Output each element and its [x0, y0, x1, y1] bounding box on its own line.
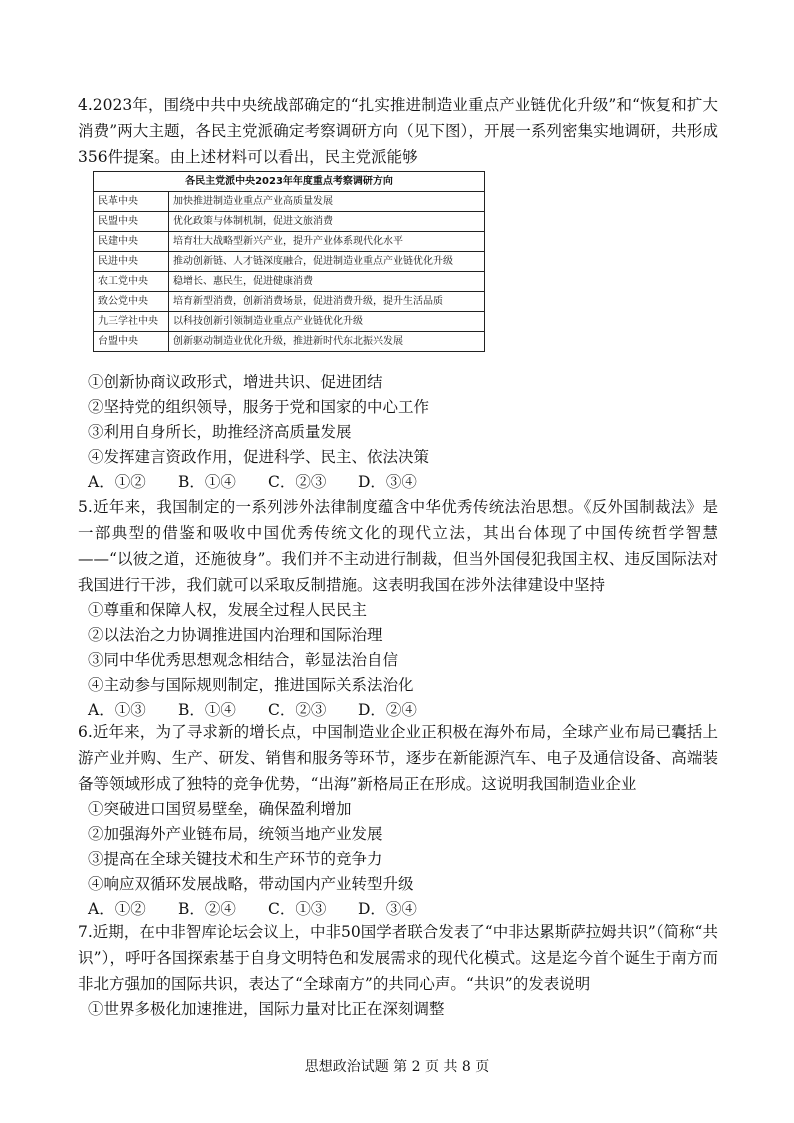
answer-d: D．③④ — [358, 900, 417, 918]
answer-b: B．②④ — [178, 900, 236, 918]
answer-a: A．①② — [88, 900, 146, 918]
table-row — [94, 252, 485, 272]
answer-c: C．②③ — [268, 473, 327, 491]
question-5 — [78, 494, 718, 723]
party-cell: 民建中央 — [94, 232, 169, 252]
table-row — [94, 272, 485, 292]
direction-cell: 创新驱动制造业优化升级，推进新时代东北振兴发展 — [169, 332, 485, 352]
table-row — [94, 232, 485, 252]
answer-c: C．②③ — [268, 701, 327, 719]
party-cell: 台盟中央 — [94, 332, 169, 352]
question-4-options — [78, 370, 718, 495]
party-cell: 致公党中央 — [94, 292, 169, 312]
answer-c: C．①③ — [268, 900, 327, 918]
answer-choices — [78, 470, 718, 495]
question-6-stem: 6.近年来，为了寻求新的增长点，中国制造业企业正积极在海外布局，全球产业布局已囊括上游产业并购、生产、研发、销售和服务等环节，逐步在新能源汽车、电子及通信设备、高端装备等领域形成了独特的竞争优势，“出海”新格局正在形成。这说明我国制造业企业 — [78, 723, 718, 793]
option-3: ③利用自身所长，助推经济高质量发展 — [88, 423, 352, 441]
party-cell: 民盟中央 — [94, 212, 169, 232]
question-4 — [78, 92, 718, 170]
question-6 — [78, 719, 718, 922]
party-cell: 民革中央 — [94, 192, 169, 212]
option-3: ③同中华优秀思想观念相结合，彰显法治自信 — [88, 651, 399, 669]
survey-table-title: 各民主党派中央2023年年度重点考察调研方向 — [94, 172, 485, 192]
direction-cell: 加快推进制造业重点产业高质量发展 — [169, 192, 485, 212]
question-5-stem: 5.近年来，我国制定的一系列涉外法律制度蕴含中华优秀传统法治思想。《反外国制裁法》是一部典型的借鉴和吸收中国优秀传统文化的现代立法，其出台体现了中国传统哲学智慧——“以彼之道，还施彼身”。我们并不主动进行制裁，但当外国侵犯我国主权、违反国际法对我国进行干涉，我们就可以采取反制措施。这表明我国在涉外法律建设中坚持 — [78, 498, 718, 594]
party-cell: 民进中央 — [94, 252, 169, 272]
option-2: ②以法治之力协调推进国内治理和国际治理 — [88, 626, 383, 644]
direction-cell: 培育壮大战略型新兴产业，提升产业体系现代化水平 — [169, 232, 485, 252]
answer-a: A．①② — [88, 473, 146, 491]
table-row — [94, 312, 485, 332]
direction-cell: 以科技创新引领制造业重点产业链优化升级 — [169, 312, 485, 332]
direction-cell: 优化政策与体制机制，促进文旅消费 — [169, 212, 485, 232]
answer-b: B．①④ — [178, 701, 236, 719]
option-1: ①创新协商议政形式，增进共识、促进团结 — [88, 373, 383, 391]
table-row — [94, 192, 485, 212]
option-1: ①尊重和保障人权，发展全过程人民民主 — [88, 601, 368, 619]
option-1: ①突破进口国贸易壁垒，确保盈利增加 — [88, 800, 352, 818]
survey-table — [93, 171, 485, 352]
page-footer: 思想政治试题 第 2 页 共 8 页 — [304, 1059, 490, 1075]
answer-b: B．①④ — [178, 473, 236, 491]
option-2: ②加强海外产业链布局，统领当地产业发展 — [88, 825, 383, 843]
option-2: ②坚持党的组织领导，服务于党和国家的中心工作 — [88, 398, 430, 416]
table-row — [94, 332, 485, 352]
option-4: ④发挥建言资政作用，促进科学、民主、依法决策 — [88, 448, 430, 466]
answer-a: A．①③ — [88, 701, 146, 719]
option-4: ④主动参与国际规则制定，推进国际关系法治化 — [88, 676, 414, 694]
table-row — [94, 212, 485, 232]
question-7 — [78, 919, 718, 1022]
party-cell: 农工党中央 — [94, 272, 169, 292]
direction-cell: 稳增长、惠民生，促进健康消费 — [169, 272, 485, 292]
party-cell: 九三学社中央 — [94, 312, 169, 332]
option-3: ③提高在全球关键技术和生产环节的竞争力 — [88, 850, 383, 868]
table-row — [94, 292, 485, 312]
direction-cell: 推动创新链、人才链深度融合，促进制造业重点产业链优化升级 — [169, 252, 485, 272]
option-4: ④响应双循环发展战略，带动国内产业转型升级 — [88, 875, 414, 893]
direction-cell: 培育新型消费，创新消费场景，促进消费升级，提升生活品质 — [169, 292, 485, 312]
question-4-stem: 4.2023年，围绕中共中央统战部确定的“扎实推进制造业重点产业链优化升级”和“恢复和扩大消费”两大主题，各民主党派确定考察调研方向（见下图），开展一系列密集实地调研，共形成356件提案。由上述材料可以看出，民主党派能够 — [78, 96, 718, 166]
question-7-stem: 7.近期，在中非智库论坛会议上，中非50国学者联合发表了“中非达累斯萨拉姆共识”（简称“共识”），呼吁各国探索基于自身文明特色和发展需求的现代化模式。这是迄今首个诞生于南方而非北方强加的国际共识，表达了“全球南方”的共同心声。“共识”的发表说明 — [78, 923, 718, 993]
answer-d: D．②④ — [358, 701, 417, 719]
option-1: ①世界多极化加速推进，国际力量对比正在深刻调整 — [88, 1000, 445, 1018]
answer-d: D．③④ — [358, 473, 417, 491]
